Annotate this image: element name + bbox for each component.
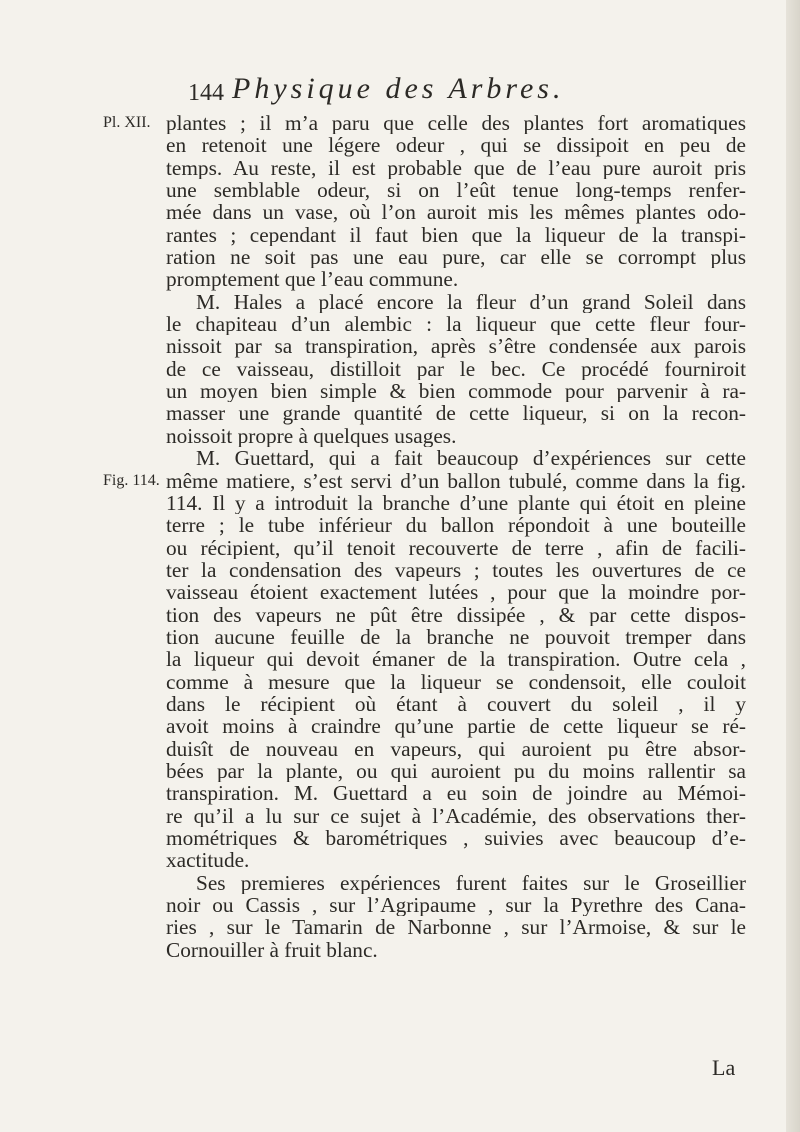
text-line: 114. Il y a introduit la branche d’une plante qui étoit en pleine bbox=[166, 491, 746, 515]
text-line: avoit moins à craindre qu’une partie de cette liqueur se ré- bbox=[166, 715, 746, 738]
page-header bbox=[188, 72, 708, 112]
text-line: ter la condensation des vapeurs ; toutes les ouvertures de ce bbox=[166, 558, 746, 582]
text-line: promptement que l’eau commune. bbox=[166, 268, 459, 291]
text-line: une semblable odeur, si on l’eût tenue long-temps renfer- bbox=[166, 179, 746, 202]
text-line: M. Hales a placé encore la fleur d’un grand Soleil dans bbox=[196, 290, 746, 314]
margin-note-figure: Fig. 114. bbox=[103, 472, 160, 489]
text-line: M. Guettard, qui a fait beaucoup d’expériences sur cette bbox=[196, 447, 746, 470]
text-line: plantes ; il m’a paru que celle des plantes fort aromatiques bbox=[166, 112, 746, 135]
text-line: mométriques & barométriques , suivies avec beaucoup d’e- bbox=[166, 827, 746, 850]
page-number: 144 bbox=[188, 80, 224, 106]
catchword: La bbox=[712, 1055, 736, 1080]
text-line: tion des vapeurs ne pût être dissipée , & par cette dispos- bbox=[166, 603, 746, 626]
body-text bbox=[166, 112, 746, 961]
margin-note-plate: Pl. XII. bbox=[103, 114, 151, 131]
text-line: la liqueur qui devoit émaner de la transpiration. Outre cela , bbox=[166, 648, 746, 671]
text-line: Ses premieres expériences furent faites sur le Groseillier bbox=[196, 871, 746, 895]
text-line: de ce vaisseau, distilloit par le bec. Ce procédé fourniroit bbox=[166, 357, 746, 381]
text-line: Cornouiller à fruit blanc. bbox=[166, 938, 378, 962]
text-line: comme à mesure que la liqueur se condensoit, elle couloit bbox=[166, 670, 746, 693]
text-line: tion aucune feuille de la branche ne pouvoit tremper dans bbox=[166, 625, 746, 649]
text-line: masser une grande quantité de cette liqueur, si on la recon- bbox=[166, 402, 746, 425]
text-line: vaisseau étoient exactement lutées , pour que la moindre por- bbox=[166, 581, 746, 604]
text-line: en retenoit une légere odeur , qui se dissipoit en peu de bbox=[166, 134, 746, 157]
text-line: terre ; le tube inférieur du ballon répondoit à une bouteille bbox=[166, 514, 746, 537]
text-line: transpiration. M. Guettard a eu soin de joindre au Mémoi- bbox=[166, 782, 746, 805]
text-line: temps. Au reste, il est probable que de l’eau pure auroit pris bbox=[166, 156, 746, 180]
running-title: Physique des Arbres. bbox=[232, 72, 565, 105]
text-line: rantes ; cependant il faut bien que la liqueur de la transpi- bbox=[166, 223, 746, 247]
text-line: nissoit par sa transpiration, après s’être condensée aux parois bbox=[166, 335, 746, 358]
text-line: mée dans un vase, où l’on auroit mis les mêmes plantes odo- bbox=[166, 201, 746, 224]
text-line: bées par la plante, ou qui auroient pu du moins rallentir sa bbox=[166, 759, 746, 783]
text-line: re qu’il a lu sur ce sujet à l’Académie, des observations ther- bbox=[166, 804, 746, 827]
text-line: un moyen bien simple & bien commode pour parvenir à ra- bbox=[166, 380, 746, 403]
text-line: ou récipient, qu’il tenoit recouverte de terre , afin de facili- bbox=[166, 536, 746, 559]
text-line: duisît de nouveau en vapeurs, qui auroient pu être absor- bbox=[166, 737, 746, 760]
text-line: noir ou Cassis , sur l’Agripaume , sur la Pyrethre des Cana- bbox=[166, 894, 746, 917]
text-line: dans le récipient où étant à couvert du soleil , il y bbox=[166, 692, 746, 716]
text-line: xactitude. bbox=[166, 849, 250, 872]
text-line: ries , sur le Tamarin de Narbonne , sur l’Armoise, & sur le bbox=[166, 916, 746, 939]
text-line: même matiere, s’est servi d’un ballon tubulé, comme dans la fig. bbox=[166, 469, 746, 492]
text-line: noissoit propre à quelques usages. bbox=[166, 424, 457, 448]
page-edge bbox=[786, 0, 800, 1132]
text-line: le chapiteau d’un alembic : la liqueur que cette fleur four- bbox=[166, 313, 746, 336]
text-line: ration ne soit pas une eau pure, car elle se corrompt plus bbox=[166, 246, 746, 269]
